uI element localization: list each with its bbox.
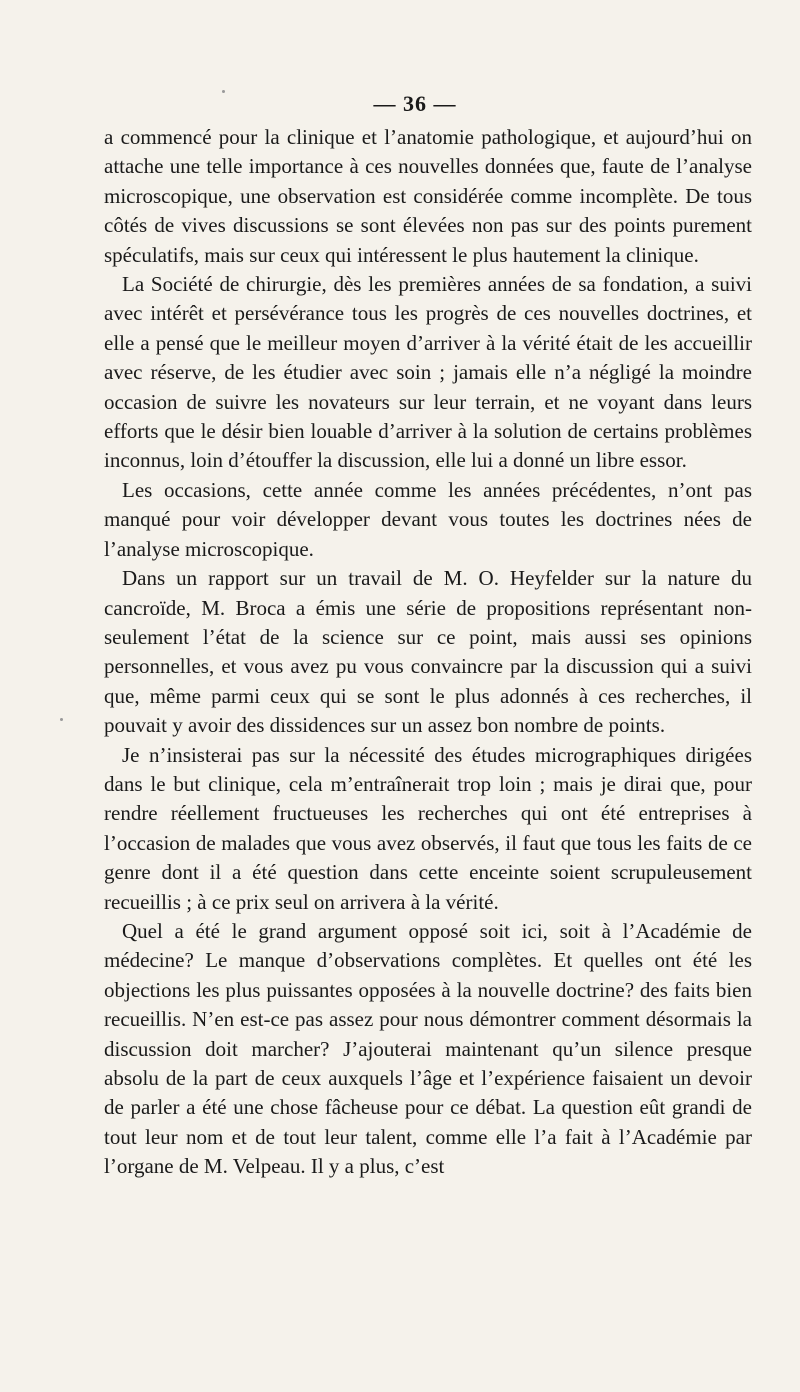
paper-speck [222, 90, 225, 93]
body-text [104, 123, 752, 1182]
paragraph-grand-argument: Quel a été le grand argument opposé soit ici, soit à l’Académie de médecine? Le manque d’observations complètes. Et quelles ont été les objections les plus puissantes opposées à la nouvelle doctrine? des faits bien recueillis. N’en est-ce pas assez pour nous démontrer comment désormais la discussion doit marcher? J’ajouterai maintenant qu’un silence presque absolu de la part de ceux auxquels l’âge et l’expérience faisaient un devoir de parler a été une chose fâcheuse pour ce débat. La question eût grandi de tout leur nom et de tout leur talent, comme elle l’a fait à l’Académie par l’organe de M. Velpeau. Il y a plus, c’est [104, 918, 752, 1179]
paragraph-continuation: a commencé pour la clinique et l’anatomie pathologique, et aujourd’hui on attache une telle importance à ces nouvelles données que, faute de l’analyse microscopique, une observation est considérée comme incomplète. De tous côtés de vives discussions se sont élevées non pas sur des points purement spéculatifs, mais sur ceux qui intéressent le plus hautement la clinique. [104, 125, 752, 267]
paragraph-rapport-broca: Dans un rapport sur un travail de M. O. Heyfelder sur la nature du cancroïde, M. Broca a émis une série de propositions représentant non-seulement l’état de la science sur ce point, mais aussi ses opinions personnelles, et vous avez pu vous convaincre par la discussion qui a suivi que, même parmi ceux qui se sont le plus adonnés à ces recherches, il pouvait y avoir des dissidences sur un assez bon nombre de points. [104, 566, 752, 738]
paragraph-etudes-micrographiques: Je n’insisterai pas sur la nécessité des études micrographiques dirigées dans le but clinique, cela m’entraînerait trop loin ; mais je dirai que, pour rendre réellement fructueuses les recherches qui ont été entreprises à l’occasion de malades que vous avez observés, il faut que tous les faits de ce genre dont il a été question dans cette enceinte soient scrupuleusement recueillis ; à ce prix seul on arrivera à la vérité. [104, 742, 752, 914]
page-number: — 36 — [373, 91, 457, 116]
paper-speck [60, 718, 63, 721]
paragraph-occasions: Les occasions, cette année comme les années précédentes, n’ont pas manqué pour voir développer devant vous toutes les doctrines nées de l’analyse microscopique. [104, 477, 752, 561]
paragraph-societe-chirurgie: La Société de chirurgie, dès les premières années de sa fondation, a suivi avec intérêt et persévérance tous les progrès de ces nouvelles doctrines, et elle a pensé que le meilleur moyen d’arriver à la vérité était de les accueillir avec réserve, de les étudier avec soin ; jamais elle n’a négligé la moindre occasion de suivre les novateurs sur leur terrain, et ne voyant dans leurs efforts que le désir bien louable d’arriver à la solution de certains problèmes inconnus, loin d’étouffer la discussion, elle lui a donné un libre essor. [104, 272, 752, 473]
